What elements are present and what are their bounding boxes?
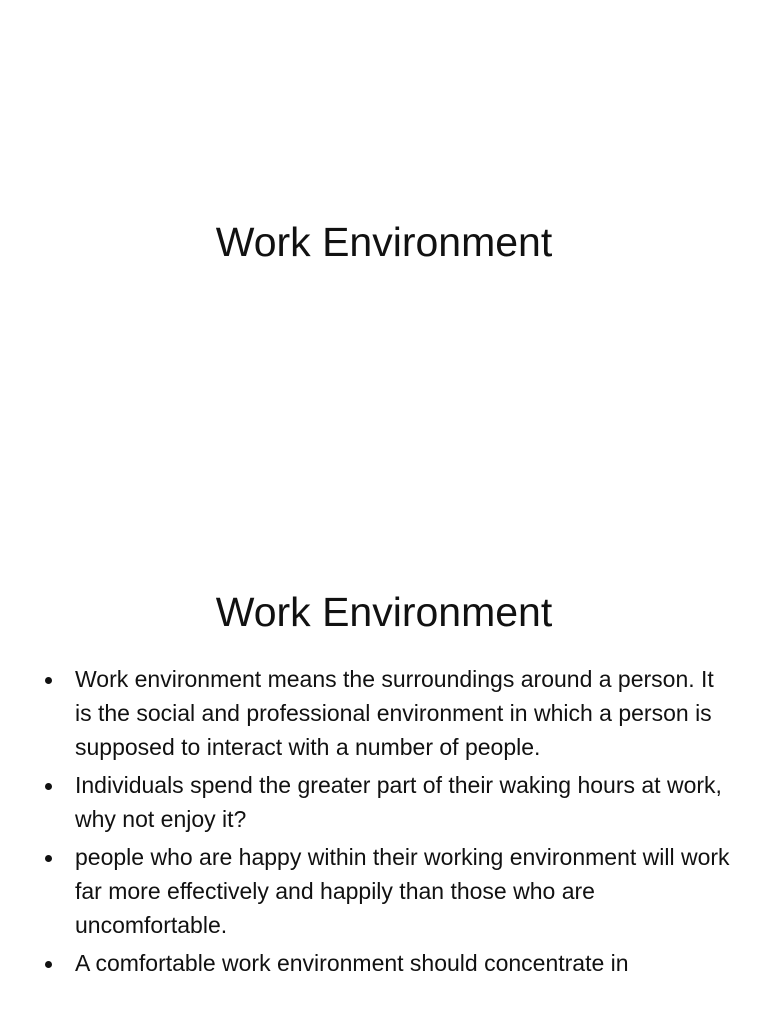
bullet-item <box>40 946 730 980</box>
bullet-list <box>40 662 730 984</box>
slide-title: Work Environment <box>215 219 553 265</box>
bullet-dot-icon <box>45 855 52 862</box>
bullet-dot-icon <box>45 677 52 684</box>
bullet-text: Work environment means the surroundings around a person. It is the social and professional environment in which a person is supposed to interact with a number of people. <box>75 666 714 760</box>
bullet-dot-icon <box>45 961 52 968</box>
content-slide <box>0 560 768 1024</box>
bullet-text: A comfortable work environment should concentrate in <box>75 950 629 976</box>
bullet-item <box>40 768 730 836</box>
bullet-dot-icon <box>45 783 52 790</box>
bullet-item <box>40 662 730 764</box>
slide-title: Work Environment <box>215 589 553 635</box>
bullet-text: Individuals spend the greater part of their waking hours at work, why not enjoy it? <box>75 772 722 832</box>
bullet-text: people who are happy within their working environment will work far more effectively and happily than those who are uncomfortable. <box>75 844 730 938</box>
bullet-item <box>40 840 730 942</box>
